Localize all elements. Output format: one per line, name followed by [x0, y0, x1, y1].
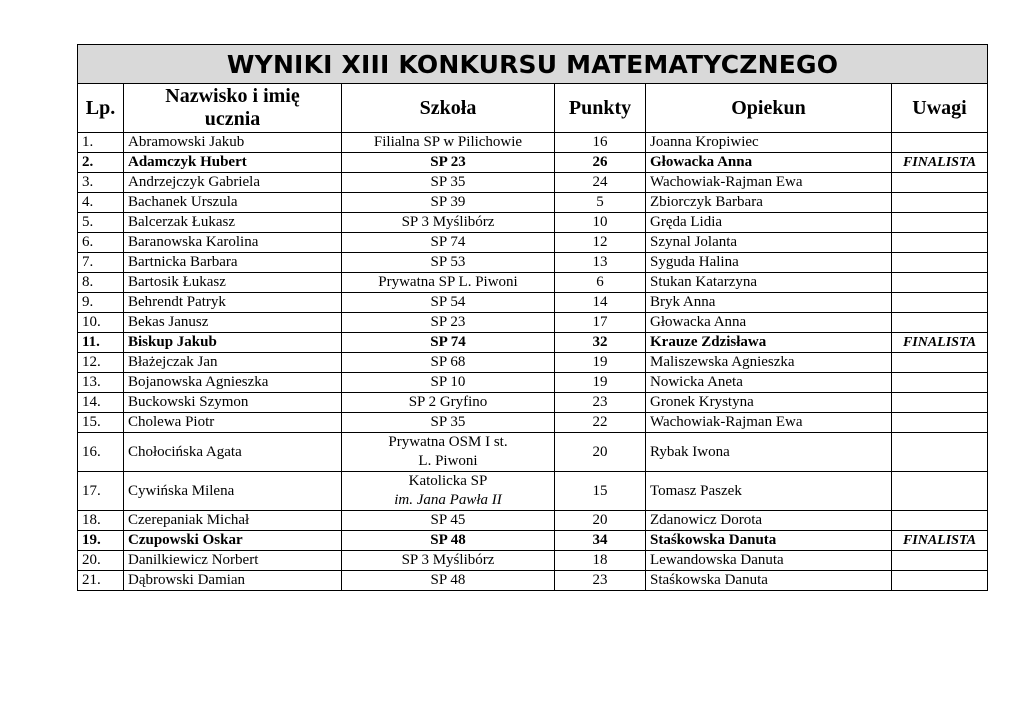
cell-note: [892, 353, 988, 373]
table-row: [78, 133, 988, 153]
cell-school: SP 54: [342, 293, 555, 313]
table-row: [78, 193, 988, 213]
cell-student-name: Andrzejczyk Gabriela: [124, 173, 342, 193]
cell-school: SP 3 Myślibórz: [342, 551, 555, 571]
table-row: [78, 213, 988, 233]
cell-tutor: Zdanowicz Dorota: [646, 511, 892, 531]
cell-school: SP 35: [342, 173, 555, 193]
cell-lp: 1.: [78, 133, 124, 153]
cell-note: [892, 293, 988, 313]
cell-lp: 6.: [78, 233, 124, 253]
cell-note: FINALISTA: [892, 153, 988, 173]
table-row: [78, 153, 988, 173]
header-notes: Uwagi: [892, 84, 988, 133]
cell-lp: 4.: [78, 193, 124, 213]
cell-points: 20: [555, 511, 646, 531]
cell-note: [892, 133, 988, 153]
cell-school: SP 35: [342, 413, 555, 433]
cell-school: SP 74: [342, 233, 555, 253]
cell-tutor: Głowacka Anna: [646, 153, 892, 173]
cell-student-name: Bachanek Urszula: [124, 193, 342, 213]
cell-tutor: Głowacka Anna: [646, 313, 892, 333]
cell-school: [342, 472, 555, 511]
cell-student-name: Balcerzak Łukasz: [124, 213, 342, 233]
school-line-1: Prywatna OSM I st.: [388, 434, 508, 450]
cell-points: 18: [555, 551, 646, 571]
table-row: [78, 253, 988, 273]
table-row: [78, 413, 988, 433]
cell-school: SP 74: [342, 333, 555, 353]
cell-school: Prywatna SP L. Piwoni: [342, 273, 555, 293]
cell-note: [892, 511, 988, 531]
cell-student-name: Chołocińska Agata: [124, 433, 342, 472]
cell-tutor: Wachowiak-Rajman Ewa: [646, 173, 892, 193]
cell-note: [892, 472, 988, 511]
cell-note: [892, 413, 988, 433]
cell-points: 5: [555, 193, 646, 213]
table-row: [78, 531, 988, 551]
table-row: [78, 173, 988, 193]
cell-student-name: Buckowski Szymon: [124, 393, 342, 413]
cell-tutor: Staśkowska Danuta: [646, 531, 892, 551]
cell-note: [892, 433, 988, 472]
cell-note: [892, 551, 988, 571]
cell-points: 34: [555, 531, 646, 551]
cell-points: 15: [555, 472, 646, 511]
cell-student-name: Cholewa Piotr: [124, 413, 342, 433]
cell-tutor: Bryk Anna: [646, 293, 892, 313]
table-row: [78, 293, 988, 313]
cell-note: [892, 193, 988, 213]
cell-points: 17: [555, 313, 646, 333]
cell-note: [892, 173, 988, 193]
cell-points: 6: [555, 273, 646, 293]
cell-note: FINALISTA: [892, 531, 988, 551]
cell-tutor: Krauze Zdzisława: [646, 333, 892, 353]
cell-tutor: Joanna Kropiwiec: [646, 133, 892, 153]
cell-points: 32: [555, 333, 646, 353]
cell-lp: 20.: [78, 551, 124, 571]
cell-tutor: Staśkowska Danuta: [646, 571, 892, 591]
cell-note: [892, 233, 988, 253]
cell-lp: 18.: [78, 511, 124, 531]
cell-lp: 8.: [78, 273, 124, 293]
cell-student-name: Behrendt Patryk: [124, 293, 342, 313]
cell-school: [342, 433, 555, 472]
cell-lp: 19.: [78, 531, 124, 551]
table-row: [78, 233, 988, 253]
header-name: [124, 84, 342, 133]
cell-tutor: Tomasz Paszek: [646, 472, 892, 511]
table-row: [78, 373, 988, 393]
header-lp: Lp.: [78, 84, 124, 133]
header-name-line1: Nazwisko i imię: [165, 85, 300, 107]
cell-lp: 21.: [78, 571, 124, 591]
cell-lp: 7.: [78, 253, 124, 273]
cell-points: 24: [555, 173, 646, 193]
header-school: Szkoła: [342, 84, 555, 133]
cell-student-name: Bojanowska Agnieszka: [124, 373, 342, 393]
cell-note: [892, 253, 988, 273]
cell-note: [892, 313, 988, 333]
cell-school: SP 45: [342, 511, 555, 531]
table-row: [78, 273, 988, 293]
cell-school: SP 10: [342, 373, 555, 393]
cell-tutor: Stukan Katarzyna: [646, 273, 892, 293]
cell-school: SP 53: [342, 253, 555, 273]
cell-lp: 12.: [78, 353, 124, 373]
cell-lp: 5.: [78, 213, 124, 233]
cell-student-name: Czerepaniak Michał: [124, 511, 342, 531]
cell-points: 10: [555, 213, 646, 233]
cell-student-name: Dąbrowski Damian: [124, 571, 342, 591]
cell-points: 23: [555, 571, 646, 591]
cell-student-name: Cywińska Milena: [124, 472, 342, 511]
page-title: WYNIKI XIII KONKURSU MATEMATYCZNEGO: [78, 45, 988, 84]
cell-tutor: Zbiorczyk Barbara: [646, 193, 892, 213]
cell-school: SP 23: [342, 153, 555, 173]
cell-lp: 14.: [78, 393, 124, 413]
cell-student-name: Abramowski Jakub: [124, 133, 342, 153]
cell-points: 23: [555, 393, 646, 413]
cell-lp: 16.: [78, 433, 124, 472]
cell-points: 16: [555, 133, 646, 153]
cell-student-name: Baranowska Karolina: [124, 233, 342, 253]
cell-note: [892, 273, 988, 293]
table-row: [78, 353, 988, 373]
cell-lp: 11.: [78, 333, 124, 353]
cell-points: 26: [555, 153, 646, 173]
cell-note: [892, 373, 988, 393]
cell-student-name: Bartnicka Barbara: [124, 253, 342, 273]
cell-tutor: Lewandowska Danuta: [646, 551, 892, 571]
table-row: [78, 551, 988, 571]
cell-note: [892, 393, 988, 413]
cell-tutor: Gręda Lidia: [646, 213, 892, 233]
cell-student-name: Biskup Jakub: [124, 333, 342, 353]
results-body: [78, 133, 988, 591]
school-line-2: L. Piwoni: [418, 453, 478, 469]
results-table: [77, 44, 988, 591]
header-tutor: Opiekun: [646, 84, 892, 133]
cell-tutor: Szynal Jolanta: [646, 233, 892, 253]
results-sheet: [77, 44, 987, 591]
header-name-line2: ucznia: [204, 108, 261, 130]
school-line-2: im. Jana Pawła II: [394, 492, 502, 508]
cell-tutor: Syguda Halina: [646, 253, 892, 273]
cell-points: 13: [555, 253, 646, 273]
cell-points: 22: [555, 413, 646, 433]
cell-school: SP 23: [342, 313, 555, 333]
cell-note: [892, 213, 988, 233]
cell-points: 12: [555, 233, 646, 253]
cell-points: 19: [555, 373, 646, 393]
table-row: [78, 313, 988, 333]
table-row: [78, 393, 988, 413]
table-row: [78, 333, 988, 353]
cell-lp: 2.: [78, 153, 124, 173]
cell-student-name: Błażejczak Jan: [124, 353, 342, 373]
cell-school: Filialna SP w Pilichowie: [342, 133, 555, 153]
header-row: [78, 84, 988, 133]
table-row: [78, 433, 988, 472]
cell-tutor: Rybak Iwona: [646, 433, 892, 472]
cell-school: SP 68: [342, 353, 555, 373]
header-points: Punkty: [555, 84, 646, 133]
cell-lp: 3.: [78, 173, 124, 193]
cell-school: SP 2 Gryfino: [342, 393, 555, 413]
school-line-1: Katolicka SP: [408, 473, 488, 489]
cell-note: FINALISTA: [892, 333, 988, 353]
cell-tutor: Gronek Krystyna: [646, 393, 892, 413]
table-row: [78, 472, 988, 511]
cell-student-name: Bartosik Łukasz: [124, 273, 342, 293]
cell-points: 20: [555, 433, 646, 472]
cell-lp: 9.: [78, 293, 124, 313]
cell-student-name: Bekas Janusz: [124, 313, 342, 333]
cell-tutor: Wachowiak-Rajman Ewa: [646, 413, 892, 433]
cell-points: 14: [555, 293, 646, 313]
cell-tutor: Maliszewska Agnieszka: [646, 353, 892, 373]
cell-points: 19: [555, 353, 646, 373]
cell-lp: 10.: [78, 313, 124, 333]
cell-student-name: Adamczyk Hubert: [124, 153, 342, 173]
cell-lp: 13.: [78, 373, 124, 393]
table-row: [78, 571, 988, 591]
cell-note: [892, 571, 988, 591]
cell-school: SP 48: [342, 531, 555, 551]
cell-school: SP 3 Myślibórz: [342, 213, 555, 233]
cell-lp: 17.: [78, 472, 124, 511]
table-row: [78, 511, 988, 531]
cell-student-name: Czupowski Oskar: [124, 531, 342, 551]
cell-lp: 15.: [78, 413, 124, 433]
cell-school: SP 48: [342, 571, 555, 591]
cell-tutor: Nowicka Aneta: [646, 373, 892, 393]
cell-school: SP 39: [342, 193, 555, 213]
cell-student-name: Danilkiewicz Norbert: [124, 551, 342, 571]
title-row: [78, 45, 988, 84]
